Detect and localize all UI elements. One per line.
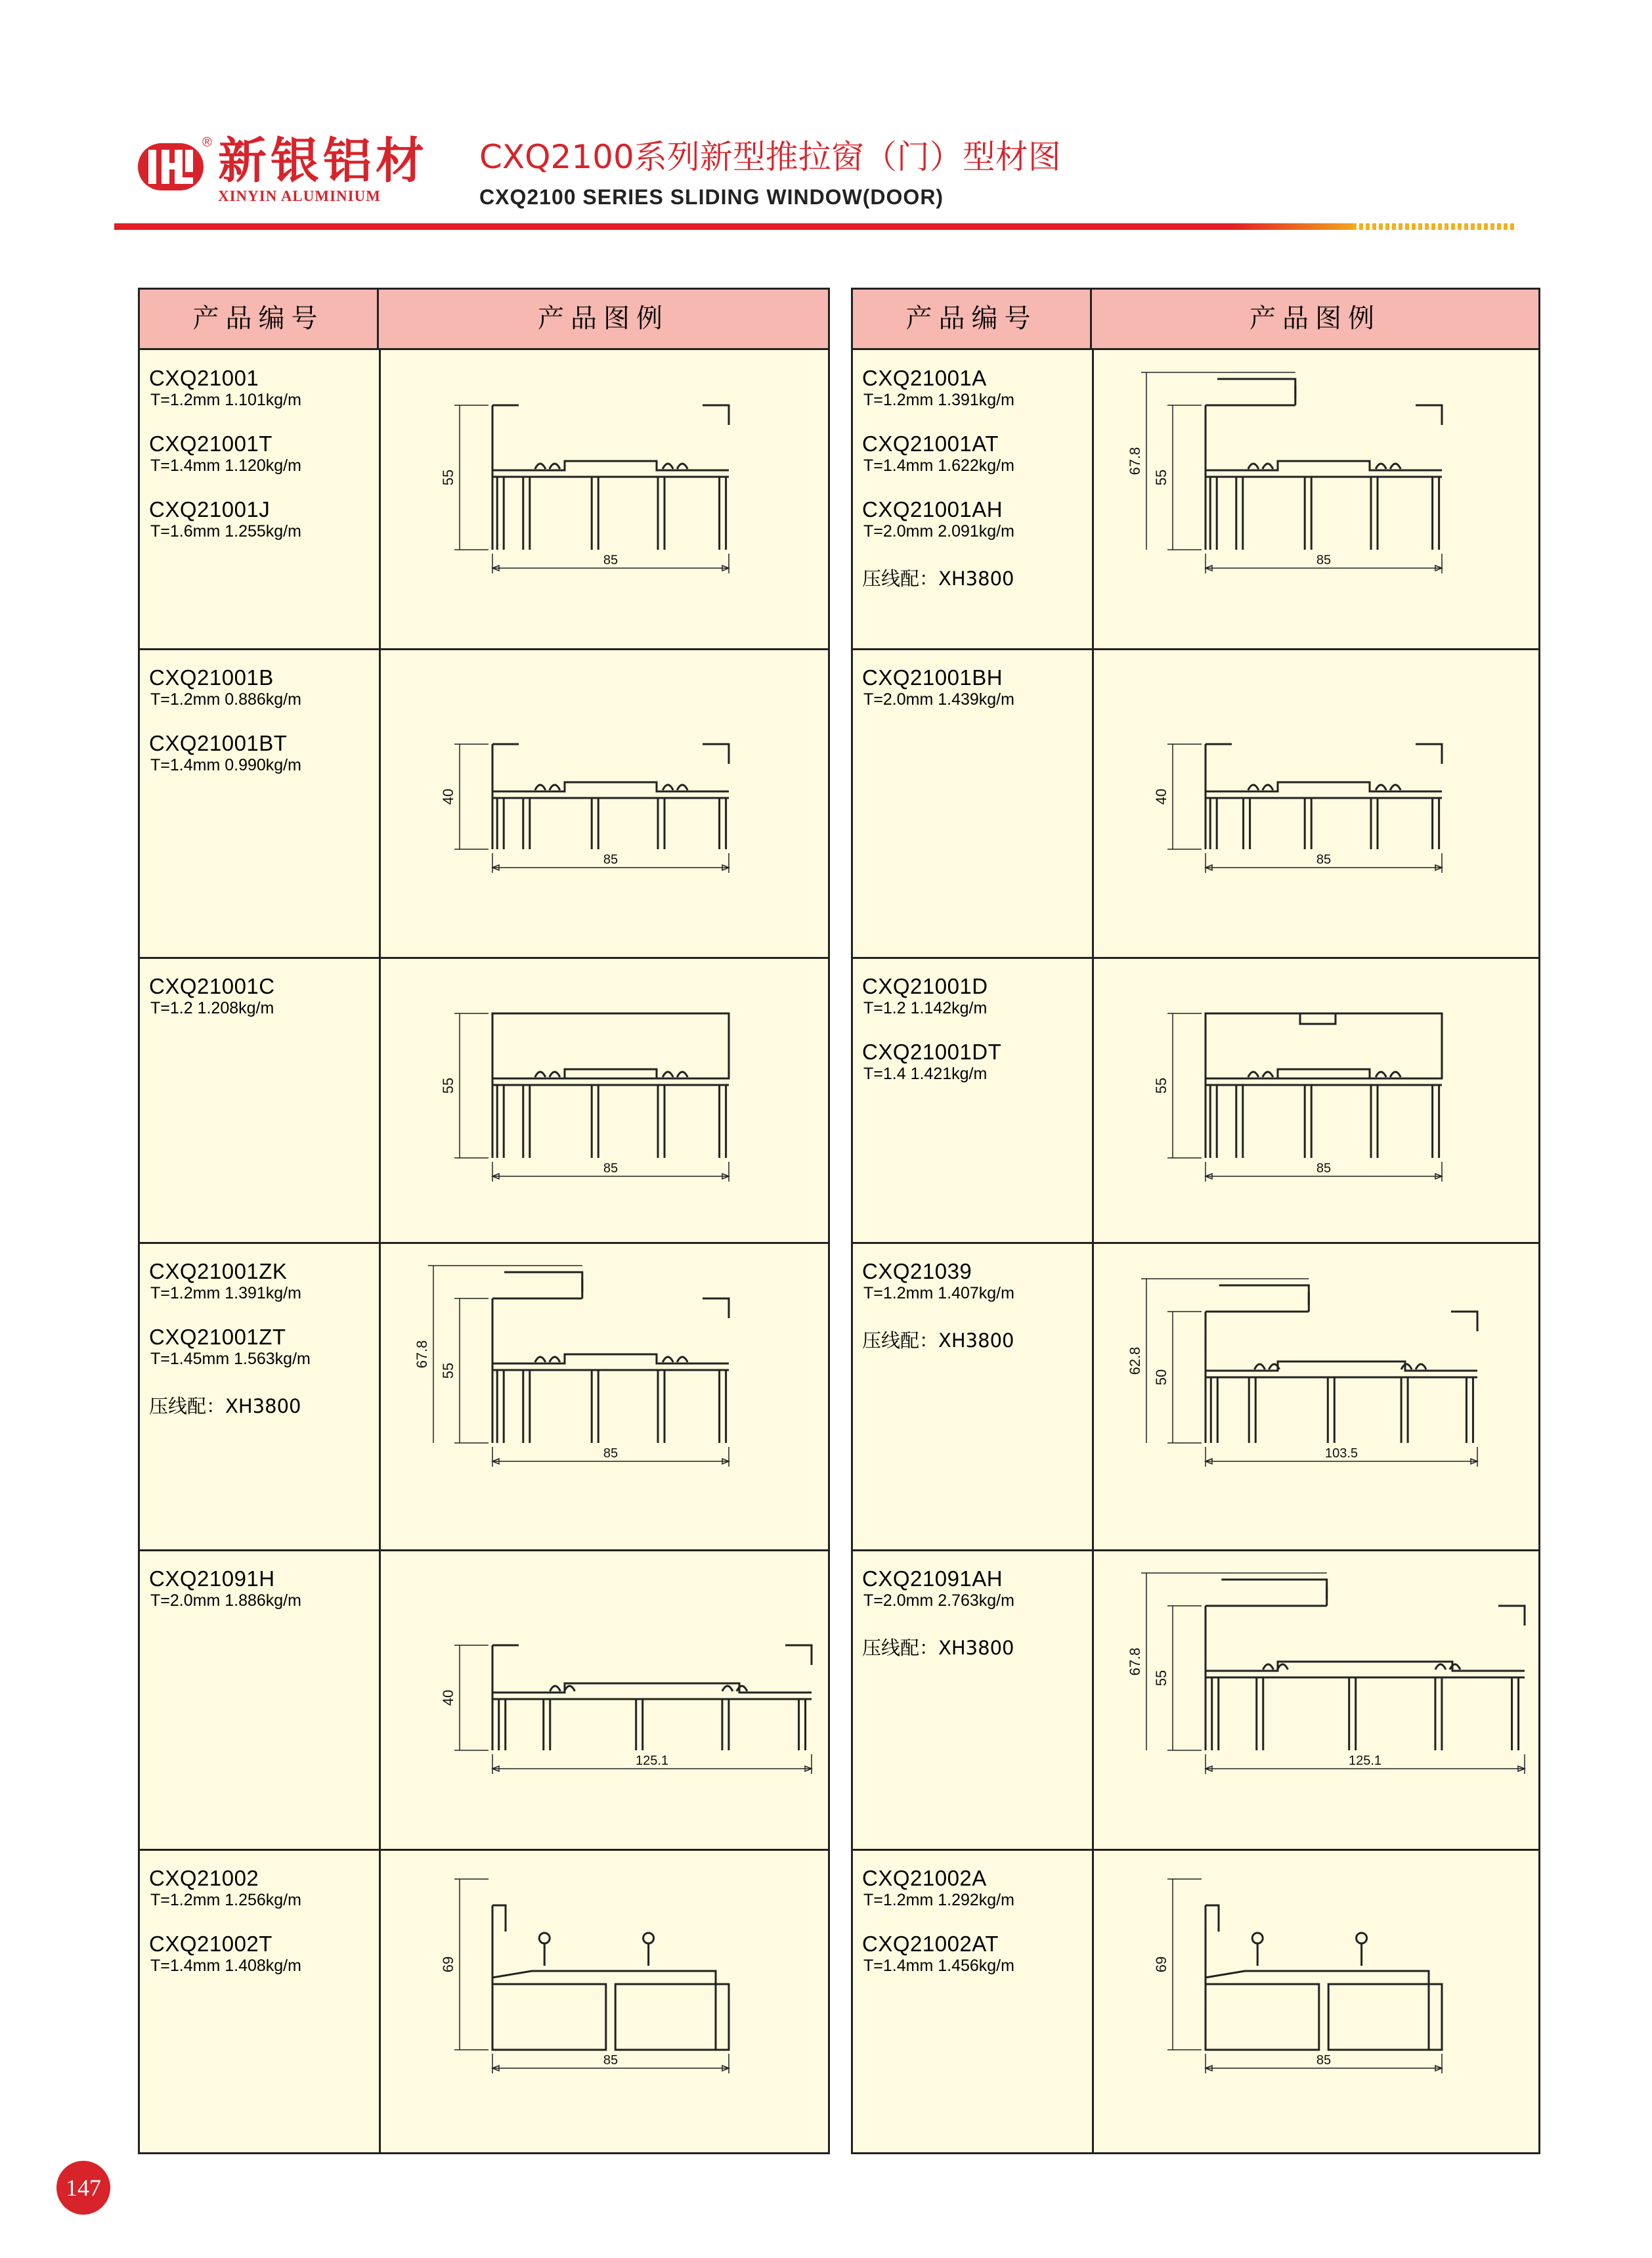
brand-name-en: XINYIN ALUMINIUM [218,188,381,204]
header-rule-gradient [1230,223,1353,230]
profile-section [492,1645,812,1750]
dim-height-label: 55 [1153,1670,1169,1687]
profile-drawing [381,961,827,1239]
product-code-cell [140,1551,379,1850]
header-rule-dots [1353,223,1515,230]
dim-height-label: 40 [1153,788,1169,805]
product-code-cell [140,650,379,958]
right-product-table [851,288,1540,2154]
product-spec: T=1.2mm 1.256kg/m [150,1891,301,1909]
profile-section [492,1272,729,1443]
left-product-table [138,288,830,2154]
profile-drawing [381,1553,827,1846]
profile-drawing [381,1246,827,1547]
dim-width-label: 125.1 [1348,1754,1382,1768]
product-code: CXQ21001BH [862,665,1003,690]
product-spec: T=1.4mm 1.622kg/m [863,456,1014,475]
product-code: CXQ21001 [149,366,259,390]
dim-width-label: 85 [1316,553,1332,567]
col-header-figure: 产品图例 [1250,303,1381,334]
profile-drawing [1094,1553,1540,1846]
dim-width-label: 85 [603,1446,619,1461]
profile-section [1206,1905,1442,2050]
press-line-note: 压线配：XH3800 [862,567,1014,590]
profile-drawing [1094,1246,1540,1547]
right-table-header [853,290,1538,350]
dim-height-label: 55 [1153,1077,1169,1094]
dim-width-label: 85 [1316,2053,1332,2068]
product-spec: T=1.2mm 1.101kg/m [150,391,301,409]
profile-drawing [1094,652,1540,954]
product-code: CXQ21001T [149,432,272,456]
profile-drawing [381,652,827,954]
product-spec: T=1.2mm 0.886kg/m [150,690,301,709]
product-code: CXQ21001AH [862,497,1003,521]
dim-outer-label: 62.8 [1127,1346,1143,1375]
product-spec: T=1.2 1.208kg/m [150,999,274,1017]
xinyin-logo-icon [135,139,206,194]
dim-height-label: 40 [440,788,456,805]
col-header-figure: 产品图例 [538,303,669,334]
product-spec: T=1.6mm 1.255kg/m [150,522,301,541]
product-code-cell [853,350,1092,650]
product-code: CXQ21001ZT [149,1325,286,1349]
product-code-cell [853,958,1092,1243]
product-code: CXQ21002T [149,1932,272,1956]
dim-width-label: 85 [603,553,619,567]
dim-height-label: 55 [1153,469,1169,486]
dim-height-label: 55 [440,1077,456,1094]
product-code-cell [140,1243,379,1551]
product-spec: T=2.0mm 1.439kg/m [863,690,1014,709]
profile-section [492,405,729,550]
profile-drawing [1094,1853,1540,2152]
profile-drawing [1094,353,1540,646]
profile-section [1206,1285,1477,1443]
press-line-note: 压线配：XH3800 [862,1637,1014,1659]
dim-height-label: 40 [440,1689,456,1706]
product-spec: T=1.4 1.421kg/m [863,1065,988,1083]
product-code-cell [853,1850,1092,2156]
registered-mark: ® [202,135,212,150]
left-table-header [140,290,828,350]
product-code: CXQ21001ZK [149,1259,288,1283]
dim-outer-label: 67.8 [1127,447,1143,476]
dim-height-label: 69 [1153,1956,1169,1973]
profile-drawing [381,1853,827,2152]
dim-width-label: 85 [603,2053,619,2068]
brand-name-cn: 新银铝材 [218,133,428,189]
product-code: CXQ21002A [862,1866,987,1890]
product-spec: T=1.4mm 0.990kg/m [150,756,301,774]
product-spec: T=1.4mm 1.120kg/m [150,456,301,475]
press-line-note: 压线配：XH3800 [862,1329,1014,1352]
product-code: CXQ21002AT [862,1932,999,1956]
dim-width-label: 85 [603,1161,619,1176]
dim-width-label: 85 [603,852,619,867]
product-code: CXQ21001D [862,974,988,998]
dim-outer-label: 67.8 [1127,1647,1143,1676]
profile-section [1206,1580,1525,1750]
product-code: CXQ21091H [149,1566,275,1591]
profile-section [492,744,729,849]
dim-height-label: 55 [440,469,456,486]
dim-outer-label: 67.8 [414,1340,430,1369]
product-code: CXQ21001AT [862,432,999,456]
product-code-cell [140,958,379,1243]
product-code: CXQ21002 [149,1866,259,1890]
product-code: CXQ21001BT [149,731,288,755]
product-spec: T=2.0mm 2.763kg/m [863,1591,1014,1610]
product-spec: T=1.4mm 1.408kg/m [150,1957,301,1975]
product-spec: T=1.2mm 1.391kg/m [863,391,1014,409]
dim-height-label: 50 [1153,1369,1169,1386]
profile-section [1206,1013,1442,1158]
product-spec: T=2.0mm 2.091kg/m [863,522,1014,541]
product-code-cell [140,350,379,650]
profile-drawing [1094,961,1540,1239]
col-header-code: 产品编号 [853,290,1092,348]
press-line-note: 压线配：XH3800 [149,1395,301,1417]
product-spec: T=1.2mm 1.407kg/m [863,1284,1014,1302]
profile-section [492,1013,729,1158]
col-header-code: 产品编号 [140,290,379,348]
product-code: CXQ21091AH [862,1566,1003,1591]
product-spec: T=1.2mm 1.292kg/m [863,1891,1014,1909]
dim-width-label: 85 [1316,1161,1332,1176]
dim-width-label: 125.1 [635,1754,669,1768]
header-rule-red [114,223,1230,230]
product-spec: T=1.2mm 1.391kg/m [150,1284,301,1302]
product-code: CXQ21001C [149,974,275,998]
product-spec: T=2.0mm 1.886kg/m [150,1591,301,1610]
product-code: CXQ21001B [149,665,274,690]
page-title-cn: CXQ2100系列新型推拉窗（门）型材图 [479,138,1061,176]
profile-section [492,1905,729,2050]
product-code: CXQ21039 [862,1259,972,1283]
product-spec: T=1.45mm 1.563kg/m [150,1350,311,1368]
product-code: CXQ21001DT [862,1040,1002,1064]
product-spec: T=1.2 1.142kg/m [863,999,988,1017]
page-title-en: CXQ2100 SERIES SLIDING WINDOW(DOOR) [479,185,944,209]
profile-section [1206,744,1442,849]
dim-width-label: 85 [1316,852,1332,867]
profile-section [1206,379,1442,550]
product-code-cell [853,1243,1092,1551]
dim-height-label: 69 [440,1956,456,1973]
profile-drawing [381,353,827,646]
dim-width-label: 103.5 [1324,1446,1359,1461]
dim-height-label: 55 [440,1362,456,1379]
product-code-cell [853,650,1092,958]
product-code: CXQ21001J [149,497,271,521]
page-number: 147 [56,2161,110,2215]
product-code-cell [140,1850,379,2156]
product-code-cell [853,1551,1092,1850]
product-code: CXQ21001A [862,366,987,390]
product-spec: T=1.4mm 1.456kg/m [863,1957,1014,1975]
